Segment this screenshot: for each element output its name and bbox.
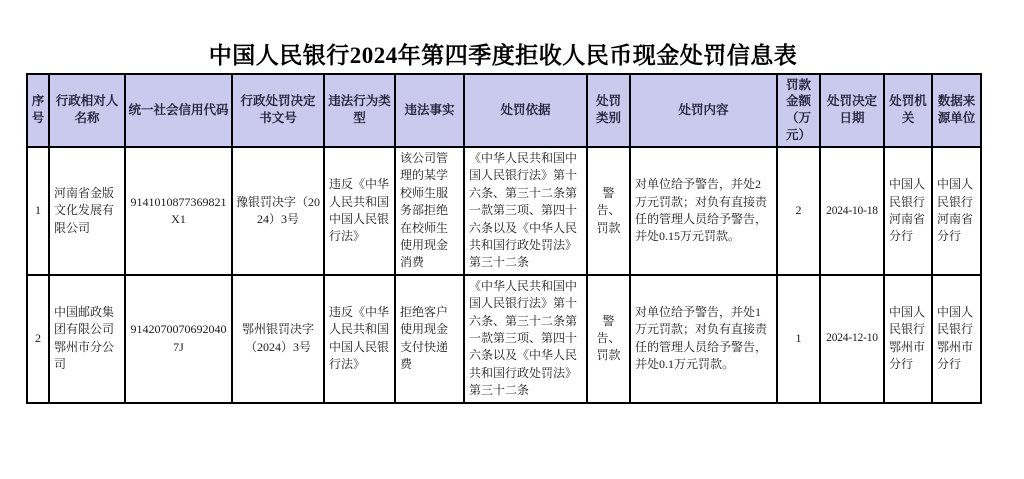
col-header-index: 序号 <box>27 74 49 148</box>
table-row <box>27 147 981 275</box>
col-header-penalty-basis: 处罚依据 <box>464 74 587 148</box>
cell-r1-index: 1 <box>27 147 49 275</box>
cell-r2-party-name: 中国邮政集团有限公司鄂州市分公司 <box>49 275 125 403</box>
cell-r1-authority: 中国人民银行河南省分行 <box>884 147 932 275</box>
col-header-data-source: 数据来源单位 <box>932 74 981 148</box>
cell-r2-decision-date: 2024-12-10 <box>820 275 884 403</box>
penalty-table <box>26 73 982 404</box>
cell-r2-penalty-basis: 《中华人民共和国中国人民银行法》第十六条、第三十二条第一款第三项、第四十六条以及《中华人民共和国行政处罚法》第三十二条 <box>464 275 587 403</box>
cell-r1-credit-code: 9141010877369821X1 <box>125 147 232 275</box>
table-row <box>27 275 981 403</box>
cell-r2-data-source: 中国人民银行鄂州市分行 <box>932 275 981 403</box>
col-header-decision-doc-no: 行政处罚决定书文号 <box>232 74 324 148</box>
col-header-penalty-category: 处罚类别 <box>587 74 630 148</box>
cell-r1-decision-doc-no: 豫银罚决字（2024）3号 <box>232 147 324 275</box>
page-title: 中国人民银行2024年第四季度拒收人民币现金处罚信息表 <box>208 43 798 68</box>
cell-r1-penalty-basis: 《中华人民共和国中国人民银行法》第十六条、第三十二条第一款第三项、第四十六条以及《中华人民共和国行政处罚法》第三十二条 <box>464 147 587 275</box>
cell-r2-decision-doc-no: 鄂州银罚决字（2024）3号 <box>232 275 324 403</box>
cell-r2-penalty-category: 警告、罚款 <box>587 275 630 403</box>
cell-r2-authority: 中国人民银行鄂州市分行 <box>884 275 932 403</box>
page <box>0 42 1024 479</box>
col-header-violation-type: 违法行为类型 <box>324 74 395 148</box>
cell-r2-index: 2 <box>27 275 49 403</box>
col-header-fine-amount: 罚款金额（万元） <box>777 74 820 148</box>
cell-r1-decision-date: 2024-10-18 <box>820 147 884 275</box>
col-header-decision-date: 处罚决定日期 <box>820 74 884 148</box>
cell-r2-violation-type: 违反《中华人民共和国中国人民银行法》 <box>324 275 395 403</box>
cell-r2-fine-amount: 1 <box>777 275 820 403</box>
cell-r2-penalty-content: 对单位给予警告，并处1万元罚款；对负有直接责任的管理人员给予警告，并处0.1万元罚款。 <box>630 275 777 403</box>
cell-r1-penalty-content: 对单位给予警告，并处2万元罚款；对负有直接责任的管理人员给予警告，并处0.15万元罚款。 <box>630 147 777 275</box>
cell-r1-data-source: 中国人民银行河南省分行 <box>932 147 981 275</box>
cell-r1-violation-type: 违反《中华人民共和国中国人民银行法》 <box>324 147 395 275</box>
cell-r1-violation-facts: 该公司管理的某学校师生服务部拒绝在校师生使用现金消费 <box>395 147 464 275</box>
cell-r1-fine-amount: 2 <box>777 147 820 275</box>
cell-r1-party-name: 河南省金版文化发展有限公司 <box>49 147 125 275</box>
col-header-violation-facts: 违法事实 <box>395 74 464 148</box>
cell-r2-credit-code: 91420700706920407J <box>125 275 232 403</box>
col-header-credit-code: 统一社会信用代码 <box>125 74 232 148</box>
cell-r1-penalty-category: 警告、罚款 <box>587 147 630 275</box>
cell-r2-violation-facts: 拒绝客户使用现金支付快递费 <box>395 275 464 403</box>
col-header-penalty-content: 处罚内容 <box>630 74 777 148</box>
col-header-party-name: 行政相对人名称 <box>49 74 125 148</box>
table-header-row <box>27 74 981 148</box>
col-header-authority: 处罚机关 <box>884 74 932 148</box>
